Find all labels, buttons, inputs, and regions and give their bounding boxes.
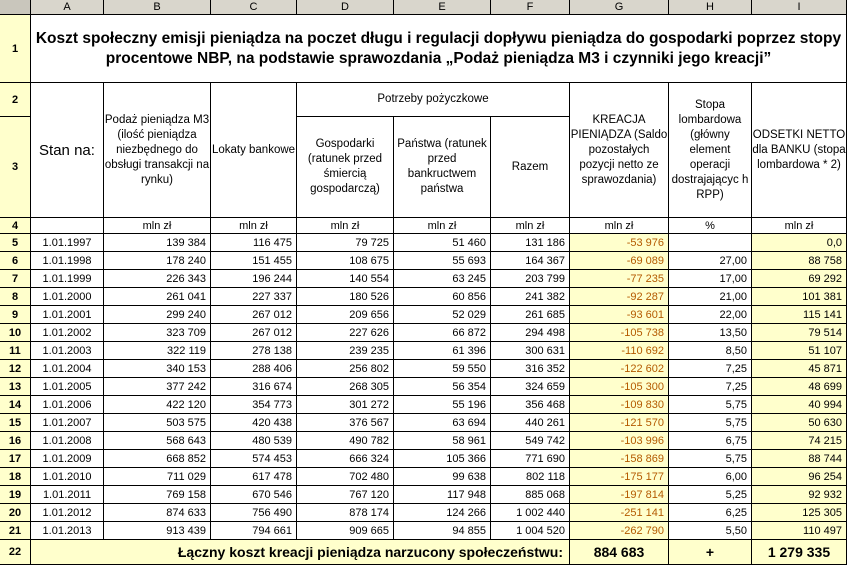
column-header-i[interactable]: I — [752, 0, 847, 15]
data-cell-b[interactable]: 322 119 — [104, 342, 211, 360]
row-header-22[interactable]: 22 — [0, 540, 31, 565]
data-cell-i[interactable]: 69 292 — [752, 270, 847, 288]
data-cell-f[interactable]: 440 261 — [491, 414, 570, 432]
data-cell-b[interactable]: 377 242 — [104, 378, 211, 396]
data-cell-f[interactable]: 241 382 — [491, 288, 570, 306]
data-cell-f[interactable]: 131 186 — [491, 234, 570, 252]
date-cell[interactable]: 1.01.2008 — [31, 432, 104, 450]
unit-cell[interactable]: % — [669, 218, 752, 234]
data-cell-b[interactable]: 874 633 — [104, 504, 211, 522]
data-cell-e[interactable]: 66 872 — [394, 324, 491, 342]
data-cell-d[interactable]: 256 802 — [297, 360, 394, 378]
data-cell-c[interactable]: 267 012 — [211, 306, 297, 324]
data-cell-f[interactable]: 802 118 — [491, 468, 570, 486]
date-cell[interactable]: 1.01.1999 — [31, 270, 104, 288]
row-header-11[interactable]: 11 — [0, 342, 31, 360]
data-cell-d[interactable]: 301 272 — [297, 396, 394, 414]
data-cell-i[interactable]: 115 141 — [752, 306, 847, 324]
column-header-b[interactable]: B — [104, 0, 211, 15]
data-cell-h[interactable]: 7,25 — [669, 360, 752, 378]
unit-cell[interactable]: mln zł — [104, 218, 211, 234]
data-cell-c[interactable]: 151 455 — [211, 252, 297, 270]
header-panstwa[interactable]: Państwa (ratunek przed bankructwem państwa — [394, 117, 491, 218]
data-cell-c[interactable]: 420 438 — [211, 414, 297, 432]
data-cell-i[interactable]: 96 254 — [752, 468, 847, 486]
select-all-corner[interactable] — [0, 0, 31, 15]
data-cell-b[interactable]: 340 153 — [104, 360, 211, 378]
header-kreacja[interactable]: KREACJA PIENIĄDZA (Saldo pozostałych pozycji netto ze sprawozdania) — [570, 83, 669, 218]
data-cell-e[interactable]: 63 245 — [394, 270, 491, 288]
data-cell-h[interactable]: 5,75 — [669, 450, 752, 468]
row-header-9[interactable]: 9 — [0, 306, 31, 324]
data-cell-g[interactable]: -105 738 — [570, 324, 669, 342]
data-cell-b[interactable]: 913 439 — [104, 522, 211, 540]
data-cell-e[interactable]: 61 396 — [394, 342, 491, 360]
header-potrzeby-pozyczkowe[interactable]: Potrzeby pożyczkowe — [297, 83, 570, 117]
row-header-20[interactable]: 20 — [0, 504, 31, 522]
data-cell-b[interactable]: 139 384 — [104, 234, 211, 252]
header-lokaty[interactable]: Lokaty bankowe — [211, 83, 297, 218]
data-cell-b[interactable]: 299 240 — [104, 306, 211, 324]
data-cell-g[interactable]: -158 869 — [570, 450, 669, 468]
data-cell-e[interactable]: 117 948 — [394, 486, 491, 504]
header-gospodarki[interactable]: Gospodarki (ratunek przed śmiercią gospodarczą) — [297, 117, 394, 218]
data-cell-c[interactable]: 278 138 — [211, 342, 297, 360]
date-cell[interactable]: 1.01.2012 — [31, 504, 104, 522]
data-cell-g[interactable]: -197 814 — [570, 486, 669, 504]
data-cell-d[interactable]: 490 782 — [297, 432, 394, 450]
data-cell-b[interactable]: 226 343 — [104, 270, 211, 288]
date-cell[interactable]: 1.01.2000 — [31, 288, 104, 306]
row-header-4[interactable]: 4 — [0, 218, 31, 234]
data-cell-g[interactable]: -77 235 — [570, 270, 669, 288]
data-cell-f[interactable]: 164 367 — [491, 252, 570, 270]
data-cell-d[interactable]: 79 725 — [297, 234, 394, 252]
header-odsetki[interactable]: ODSETKI NETTO dla BANKU (stopa lombardowa * 2) — [752, 83, 847, 218]
data-cell-h[interactable]: 8,50 — [669, 342, 752, 360]
data-cell-i[interactable]: 45 871 — [752, 360, 847, 378]
data-cell-c[interactable]: 617 478 — [211, 468, 297, 486]
data-cell-b[interactable]: 568 643 — [104, 432, 211, 450]
data-cell-f[interactable]: 771 690 — [491, 450, 570, 468]
row-header-14[interactable]: 14 — [0, 396, 31, 414]
unit-cell[interactable]: mln zł — [211, 218, 297, 234]
data-cell-c[interactable]: 480 539 — [211, 432, 297, 450]
row-header-19[interactable]: 19 — [0, 486, 31, 504]
data-cell-c[interactable]: 756 490 — [211, 504, 297, 522]
data-cell-d[interactable]: 209 656 — [297, 306, 394, 324]
data-cell-g[interactable]: -175 177 — [570, 468, 669, 486]
date-cell[interactable]: 1.01.2006 — [31, 396, 104, 414]
data-cell-g[interactable]: -53 976 — [570, 234, 669, 252]
data-cell-e[interactable]: 55 693 — [394, 252, 491, 270]
column-header-a[interactable]: A — [31, 0, 104, 15]
data-cell-c[interactable]: 316 674 — [211, 378, 297, 396]
date-cell[interactable]: 1.01.2003 — [31, 342, 104, 360]
total-plus[interactable]: + — [669, 540, 752, 565]
row-header-13[interactable]: 13 — [0, 378, 31, 396]
data-cell-h[interactable] — [669, 234, 752, 252]
data-cell-d[interactable]: 227 626 — [297, 324, 394, 342]
data-cell-h[interactable]: 5,25 — [669, 486, 752, 504]
data-cell-f[interactable]: 300 631 — [491, 342, 570, 360]
column-header-h[interactable]: H — [669, 0, 752, 15]
data-cell-i[interactable]: 0,0 — [752, 234, 847, 252]
total-kreacja[interactable]: 884 683 — [570, 540, 669, 565]
data-cell-f[interactable]: 324 659 — [491, 378, 570, 396]
data-cell-i[interactable]: 74 215 — [752, 432, 847, 450]
data-cell-d[interactable]: 767 120 — [297, 486, 394, 504]
data-cell-e[interactable]: 63 694 — [394, 414, 491, 432]
data-cell-e[interactable]: 51 460 — [394, 234, 491, 252]
date-cell[interactable]: 1.01.2004 — [31, 360, 104, 378]
data-cell-f[interactable]: 549 742 — [491, 432, 570, 450]
column-header-d[interactable]: D — [297, 0, 394, 15]
row-header-7[interactable]: 7 — [0, 270, 31, 288]
date-cell[interactable]: 1.01.1998 — [31, 252, 104, 270]
unit-cell[interactable]: mln zł — [394, 218, 491, 234]
date-cell[interactable]: 1.01.2011 — [31, 486, 104, 504]
data-cell-f[interactable]: 203 799 — [491, 270, 570, 288]
data-cell-h[interactable]: 13,50 — [669, 324, 752, 342]
data-cell-c[interactable]: 670 546 — [211, 486, 297, 504]
data-cell-h[interactable]: 7,25 — [669, 378, 752, 396]
data-cell-e[interactable]: 55 196 — [394, 396, 491, 414]
date-cell[interactable]: 1.01.2010 — [31, 468, 104, 486]
data-cell-g[interactable]: -92 287 — [570, 288, 669, 306]
data-cell-g[interactable]: -251 141 — [570, 504, 669, 522]
data-cell-e[interactable]: 56 354 — [394, 378, 491, 396]
data-cell-g[interactable]: -262 790 — [570, 522, 669, 540]
data-cell-i[interactable]: 51 107 — [752, 342, 847, 360]
data-cell-g[interactable]: -110 692 — [570, 342, 669, 360]
data-cell-f[interactable]: 356 468 — [491, 396, 570, 414]
data-cell-f[interactable]: 261 685 — [491, 306, 570, 324]
row-header-10[interactable]: 10 — [0, 324, 31, 342]
data-cell-i[interactable]: 125 305 — [752, 504, 847, 522]
sheet-title[interactable]: Koszt społeczny emisji pieniądza na poczet długu i regulacji dopływu pieniądza do gospodarki poprzez stopy procentowe NBP, na podstawie sprawozdania „Podaż pieniądza M3 i czynniki jego kreacji” — [31, 15, 847, 83]
data-cell-g[interactable]: -103 996 — [570, 432, 669, 450]
data-cell-d[interactable]: 180 526 — [297, 288, 394, 306]
unit-cell[interactable]: mln zł — [297, 218, 394, 234]
row-header-2[interactable]: 2 — [0, 83, 31, 117]
data-cell-d[interactable]: 909 665 — [297, 522, 394, 540]
data-cell-b[interactable]: 711 029 — [104, 468, 211, 486]
unit-cell[interactable]: mln zł — [491, 218, 570, 234]
data-cell-d[interactable]: 376 567 — [297, 414, 394, 432]
data-cell-g[interactable]: -109 830 — [570, 396, 669, 414]
date-cell[interactable]: 1.01.2001 — [31, 306, 104, 324]
data-cell-b[interactable]: 422 120 — [104, 396, 211, 414]
data-cell-f[interactable]: 316 352 — [491, 360, 570, 378]
header-stan-na[interactable]: Stan na: — [31, 83, 104, 218]
data-cell-b[interactable]: 323 709 — [104, 324, 211, 342]
data-cell-c[interactable]: 267 012 — [211, 324, 297, 342]
header-razem[interactable]: Razem — [491, 117, 570, 218]
data-cell-c[interactable]: 227 337 — [211, 288, 297, 306]
data-cell-i[interactable]: 101 381 — [752, 288, 847, 306]
data-cell-e[interactable]: 60 856 — [394, 288, 491, 306]
row-header-3[interactable]: 3 — [0, 117, 31, 218]
data-cell-h[interactable]: 21,00 — [669, 288, 752, 306]
data-cell-h[interactable]: 6,25 — [669, 504, 752, 522]
data-cell-i[interactable]: 79 514 — [752, 324, 847, 342]
data-cell-c[interactable]: 354 773 — [211, 396, 297, 414]
data-cell-i[interactable]: 110 497 — [752, 522, 847, 540]
data-cell-c[interactable]: 116 475 — [211, 234, 297, 252]
row-header-12[interactable]: 12 — [0, 360, 31, 378]
data-cell-h[interactable]: 6,00 — [669, 468, 752, 486]
data-cell-d[interactable]: 702 480 — [297, 468, 394, 486]
data-cell-h[interactable]: 22,00 — [669, 306, 752, 324]
row-header-17[interactable]: 17 — [0, 450, 31, 468]
data-cell-f[interactable]: 1 004 520 — [491, 522, 570, 540]
column-header-e[interactable]: E — [394, 0, 491, 15]
data-cell-b[interactable]: 503 575 — [104, 414, 211, 432]
data-cell-e[interactable]: 59 550 — [394, 360, 491, 378]
row-header-16[interactable]: 16 — [0, 432, 31, 450]
header-stopa[interactable]: Stopa lombardowa (główny element operacji dostrajającyc h RPP) — [669, 83, 752, 218]
data-cell-g[interactable]: -121 570 — [570, 414, 669, 432]
unit-cell[interactable]: mln zł — [752, 218, 847, 234]
total-label[interactable]: Łączny koszt kreacji pieniądza narzucony społeczeństwu: — [31, 540, 570, 565]
row-header-1[interactable]: 1 — [0, 15, 31, 83]
data-cell-c[interactable]: 794 661 — [211, 522, 297, 540]
data-cell-d[interactable]: 268 305 — [297, 378, 394, 396]
data-cell-h[interactable]: 5,75 — [669, 414, 752, 432]
data-cell-e[interactable]: 94 855 — [394, 522, 491, 540]
data-cell-d[interactable]: 878 174 — [297, 504, 394, 522]
unit-cell-a[interactable] — [31, 218, 104, 234]
data-cell-c[interactable]: 196 244 — [211, 270, 297, 288]
date-cell[interactable]: 1.01.2013 — [31, 522, 104, 540]
header-podaz-m3[interactable]: Podaż pieniądza M3 (ilość pieniądza niezbędnego do obsługi transakcji na rynku) — [104, 83, 211, 218]
date-cell[interactable]: 1.01.2002 — [31, 324, 104, 342]
data-cell-g[interactable]: -105 300 — [570, 378, 669, 396]
data-cell-b[interactable]: 178 240 — [104, 252, 211, 270]
unit-cell[interactable]: mln zł — [570, 218, 669, 234]
data-cell-b[interactable]: 261 041 — [104, 288, 211, 306]
data-cell-h[interactable]: 6,75 — [669, 432, 752, 450]
row-header-6[interactable]: 6 — [0, 252, 31, 270]
row-header-8[interactable]: 8 — [0, 288, 31, 306]
data-cell-i[interactable]: 50 630 — [752, 414, 847, 432]
data-cell-e[interactable]: 105 366 — [394, 450, 491, 468]
date-cell[interactable]: 1.01.2005 — [31, 378, 104, 396]
data-cell-e[interactable]: 52 029 — [394, 306, 491, 324]
data-cell-g[interactable]: -122 602 — [570, 360, 669, 378]
data-cell-e[interactable]: 58 961 — [394, 432, 491, 450]
data-cell-b[interactable]: 769 158 — [104, 486, 211, 504]
column-header-g[interactable]: G — [570, 0, 669, 15]
data-cell-d[interactable]: 140 554 — [297, 270, 394, 288]
data-cell-f[interactable]: 885 068 — [491, 486, 570, 504]
data-cell-c[interactable]: 288 406 — [211, 360, 297, 378]
row-header-18[interactable]: 18 — [0, 468, 31, 486]
row-header-15[interactable]: 15 — [0, 414, 31, 432]
row-header-5[interactable]: 5 — [0, 234, 31, 252]
data-cell-i[interactable]: 40 994 — [752, 396, 847, 414]
data-cell-i[interactable]: 88 758 — [752, 252, 847, 270]
data-cell-f[interactable]: 294 498 — [491, 324, 570, 342]
column-header-c[interactable]: C — [211, 0, 297, 15]
column-header-f[interactable]: F — [491, 0, 570, 15]
data-cell-i[interactable]: 92 932 — [752, 486, 847, 504]
data-cell-b[interactable]: 668 852 — [104, 450, 211, 468]
data-cell-h[interactable]: 17,00 — [669, 270, 752, 288]
data-cell-i[interactable]: 88 744 — [752, 450, 847, 468]
data-cell-e[interactable]: 99 638 — [394, 468, 491, 486]
data-cell-d[interactable]: 666 324 — [297, 450, 394, 468]
date-cell[interactable]: 1.01.2007 — [31, 414, 104, 432]
row-header-21[interactable]: 21 — [0, 522, 31, 540]
data-cell-c[interactable]: 574 453 — [211, 450, 297, 468]
data-cell-d[interactable]: 239 235 — [297, 342, 394, 360]
data-cell-h[interactable]: 5,50 — [669, 522, 752, 540]
data-cell-g[interactable]: -93 601 — [570, 306, 669, 324]
data-cell-g[interactable]: -69 089 — [570, 252, 669, 270]
date-cell[interactable]: 1.01.1997 — [31, 234, 104, 252]
data-cell-h[interactable]: 27,00 — [669, 252, 752, 270]
data-cell-d[interactable]: 108 675 — [297, 252, 394, 270]
date-cell[interactable]: 1.01.2009 — [31, 450, 104, 468]
data-cell-e[interactable]: 124 266 — [394, 504, 491, 522]
total-odsetki[interactable]: 1 279 335 — [752, 540, 847, 565]
data-cell-f[interactable]: 1 002 440 — [491, 504, 570, 522]
data-cell-h[interactable]: 5,75 — [669, 396, 752, 414]
data-cell-i[interactable]: 48 699 — [752, 378, 847, 396]
